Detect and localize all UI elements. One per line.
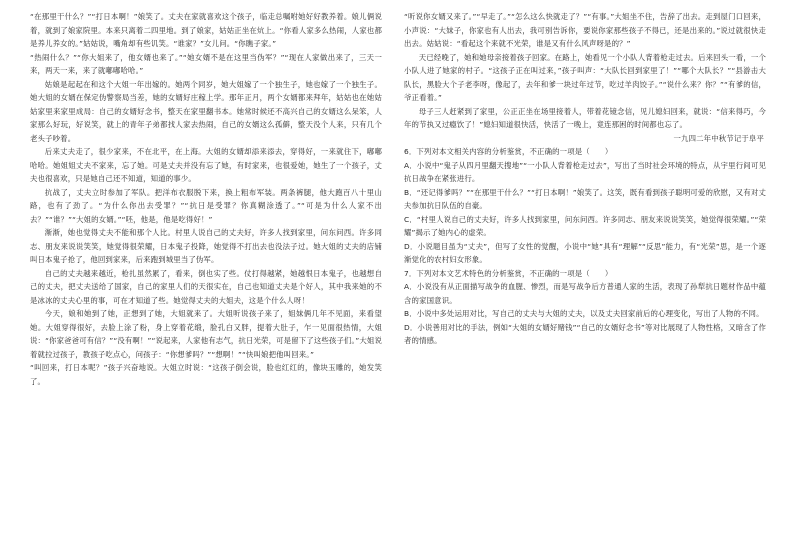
story-paragraph: 后来丈夫走了，很少家来，不在北平，在上海。大姐的女婿却添来添去，穿得好，一来就住下，嘟嘟哈哈。她姐姐丈夫不家来，忘了她。可是丈夫并没有忘了她，有时家来，也很爱她，她生了一个孩子，丈夫也很喜欢，只是她自己还不知道，知道的事少。 xyxy=(30,147,382,183)
question-7-option-a: A．小说没有从正面描写战争的血腥、惨烈，而是写战争后方普通人家的生活，表现了孙犁抗日题材作品中蕴含的家国意识。 xyxy=(404,282,766,305)
question-7-option-d: D．小说善用对比的手法，例如“大姐的女婿好赌钱”“自己的女婿好念书”等对比展现了人物性格，又暗含了作者的情感。 xyxy=(404,322,766,345)
right-text-column xyxy=(404,10,766,348)
question-7-option-b: B．小说中多处运用对比，写自己的丈夫与大姐的丈夫，以及丈夫回家前后的心理变化，写出了人物的不同。 xyxy=(404,309,764,318)
story-paragraph: 渐渐，她也觉得丈夫不能和那个人比。村里人说自己的丈夫好，许多人找到家里，问东问西。许多同志、朋友来说说笑笑，她觉得很荣耀，日本鬼子投降，她觉得不打出去也没法子过。她大姐的丈夫的店铺叫日本鬼子抢了，他回到家来，后来跑到城里当了伪军。 xyxy=(30,228,382,264)
question-6-option-d: D．小说题目虽为“丈夫”，但写了女性的觉醒，小说中“她”具有“理解”“反思”能力，有“光荣”思，是一个逐渐觉化的农村妇女形象。 xyxy=(404,241,766,264)
date-signature: 一九四二年中秋节记于阜平 xyxy=(673,133,764,143)
story-paragraph: “在那里干什么？”“打日本啊！”娘笑了。丈夫在家就喜欢这个孩子，临走总嘱咐她好好教养着。娘儿俩说着，就到了娘家院里。本来只离着二四里地。到了娘家，姑姑正坐在炕上。“你看人家多么热闹，人家也都是养儿养女的。”姑姑说，嘴角却有些讥笑。“谁家？”女儿问。“你瞧子家。” xyxy=(30,12,382,48)
story-paragraph: 抗战了，丈夫立时参加了军队。把洋布衣服脱下来，换上粗布军装。两条裤腿，他大跑百八十里山路，也有了劲了。“为什么你出去受罪？”“抗日是受罪？你真糊涂透了。”“可是为什么人家不出去？”“谁？”“大姐的女婿。”“呸，他是，他是吃得好！” xyxy=(30,187,382,224)
question-6: 6．下列对本文相关内容的分析鉴赏，不正确的一项是（ ） xyxy=(404,147,613,156)
story-paragraph: 姑娘是起起在和这个大姐一年出嫁的。她两个同岁，她大姐嫁了一个独生子，她也嫁了一个独生子。她大姐的女婿在保定伪警察局当差，她的女婿好庄稼上学。那年正月，两个女婿都来拜年，姑姑也在她姑姑家里来家里成局：自己的女婿好念书，整天在家里翻书本。她常时候还不高兴自己的女婿这么呆笨，人家那么好玩，好说笑，就上的青年子弟都找人家去热闹，自己的女婿这么孤僻，整天没个人来，只有几个老头子吵着。 xyxy=(30,79,382,143)
question-6-option-a: A．小说中“鬼子从四月里翻天搜地”“一小队人背着枪走过去”，写出了当时社会环境的特点，从宇里行间可见抗日战争在紧张进行。 xyxy=(404,160,766,183)
left-text-column xyxy=(30,10,382,388)
story-paragraph: “叫回来，打日本呢？”孩子兴奋地说。大姐立时说：“这孩子倒会说，脸也红红的，像块玉雕的，她发笑了。 xyxy=(30,363,382,386)
story-paragraph: “热闹什么？”“你大姐来了，他女婿也来了。”“她女婿不是在这里当伪军？”“现在人家做出来了，三天一来，两天一来，来了就嘟嘟哈哈。” xyxy=(30,52,382,75)
story-paragraph: 今天，娘和她到了她，正想到了她，大姐就来了。大姐听说孩子来了，姐妹俩几年不见面，来看望她。大姐穿得很好，去脸上涂了粉，身上穿着花缎，脸孔白又胖，提着大肚子，乍一见面很热情，大姐说：“你家爸爸可有信？”“没有啊！”“说起来，人家他有志气，抗日光荣，可是留下了这些孩子们。”大姐说着就拉过孩子，教孩子吃点心，问孩子：“你想爹吗？”“想啊！”“快叫娘把他叫回来。” xyxy=(30,309,382,359)
question-6-option-c: C．“村里人说自己的丈夫好，许多人找到家里，问东问西。许多同志、朋友来说说笑笑，她觉得很荣耀。”“荣耀”揭示了她内心的虚荣。 xyxy=(404,214,766,237)
story-paragraph: 母子三人赶紧到了家里，公正正坐在场里接着人，带着花镜念信，见儿媳妇回来，就说：“信来得巧，今年的节执又过瘾饮了！”媳妇知道很快活，快活了一晚上，竟连那困的时间都也忘了。 xyxy=(404,106,766,129)
question-6-option-b: B．“还记得爹吗？”“在那里干什么？”“打日本啊！”娘笑了。这笑，既有看到孩子聪明可爱的欣慰，又有对丈夫参加抗日队伍的自豪。 xyxy=(404,187,766,210)
question-7: 7．下列对本文艺术特色的分析鉴赏，不正确的一项是（ ） xyxy=(404,268,613,278)
story-paragraph: “听说你女婿又来了。”“早走了。”“怎么这么快就走了？”“有事。”大姐坐不住，告辞了出去。走到屋门口回来，小声说：“大妹子，你家也有人出去，我可别告诉你，要说你家那些孩子不得已，还是出来的。”说过就很快走出去。姑姑说：“看起这个来就不光荣，谁是又有什么风声呀是的？” xyxy=(404,12,766,48)
story-paragraph: 天已经晚了，她和她母亲接着孩子回家。在路上，她看见一个小队人背着枪走过去。后来回头一看，一个小队人进了她家的村子。“这孩子正在叫过来，”孩子叫声：“大队长回到家里了！”“哪个大队长？”“县游击大队长，黑脸大个子老李呀，像起了，去年和爹一块过年过节，吃过羊肉饺子。”“说什么来？你？”“有爹的信，爷正看着。” xyxy=(404,52,766,102)
story-paragraph: 自己的丈夫越来越近，枪扎虽然累了，看来，倒也实了些。仗打得越紧，她越恨日本鬼子，也越想自己的丈夫，把丈夫送给了国家，自己的家里人们的天很实在，自己也知道丈夫是个好人，其中我来她的不是冰冰的丈夫心里的事，可在才知道了些。她觉得丈夫的大姐夫，这是个什么人呀！ xyxy=(30,268,382,305)
